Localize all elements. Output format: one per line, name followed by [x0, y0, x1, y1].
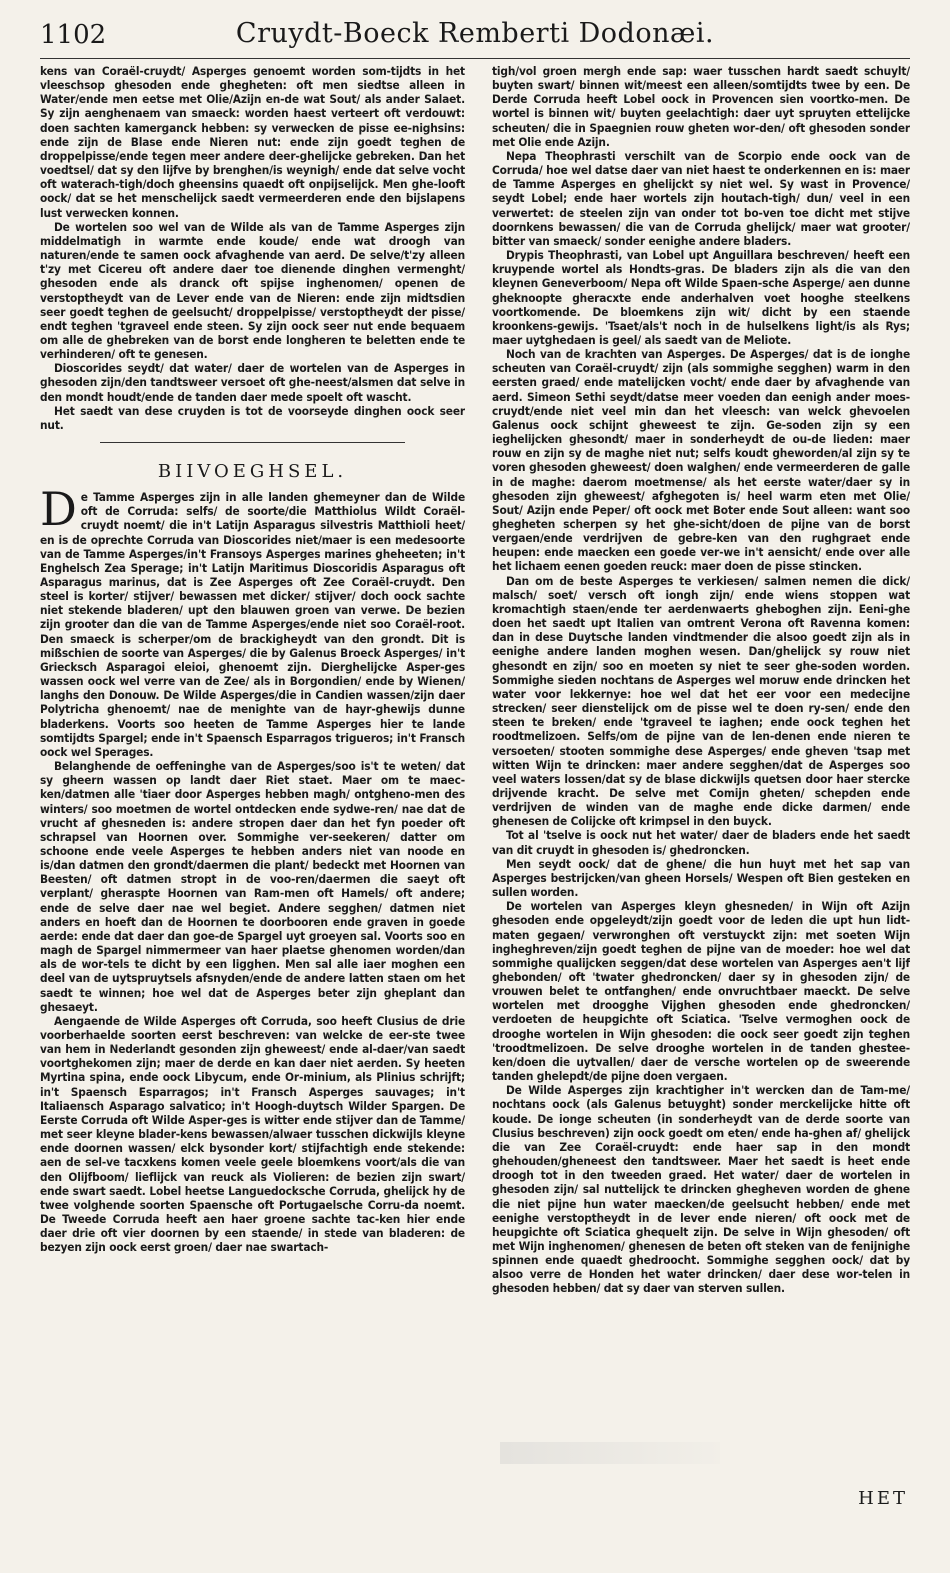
- left-column: [40, 64, 465, 1524]
- paragraph: Het saedt van dese cruyden is tot de voorseyde dinghen oock seer nut.: [40, 403, 465, 432]
- paragraph: De Wilde Asperges zijn krachtigher in't wercken dan de Tam-me/ nochtans oock (als Galenus betuyght) sonder merckelijcke hitte oft koude. De ionge scheuten (in sonderheydt van de derde soorte van Clusius beschreven) zijn oock goedt om eten/ ende ha-ghen af/ ghelijck die van Zee Coraël-cruydt: ende haer sap in den mondt ghehouden/gheneest den tandtsweer. Maer het saedt is heet ende droogh tot in den tweeden graed. Het water/ daer de wortelen in ghesoden zijn/ sal nuttelijck te drincken ghegheven worden de ghene die niet pijne hun water maecken/de geelsucht hebben/ ende met eenighe verstoptheydt in de lever ende nieren/ oft oock met de heupgichte oft Sciatica ghequelt zijn. De selve in Wijn ghesoden/ oft met Wijn inghenomen/ ghenesen de beten oft steken van de fenijnighe spinnen ende quaedt ghedroocht. Sommighe segghen oock/ dat by alsoo verre de Honden het water drincken/ daer dese wor-telen in ghesoden hebben/ dat sy daer van sterven sullen.: [492, 1083, 910, 1296]
- paragraph: Aengaende de Wilde Asperges oft Corruda, soo heeft Clusius de drie voorberhaelde soorten eerst beschreven: van welcke de eer-ste twee van hem in Nederlandt gesonden zijn gheweest/ ende al-daer/van saedt voortghekomen zijn; maer de derde en kan daer niet aerden. Sy heeten Myrtina spina, ende oock Libycum, ende Or-minium, als Plinius schrijft; in't Spaensch Esparragos; in't Fransch Asperges sauvages; in't Italiaensch Asparago salvatico; in't Hoogh-duytsch Wilder Spargen. De Eerste Corruda oft Wilde Asper-ges is witter ende stijver dan de Tamme/ met seer kleyne blader-kens bewassen/alwaer tusschen dickwijls kleyne ende doornen wassen/ elck bysonder kort/ stijfachtigh ende stekende: aen de sel-ve tacxkens komen veele geele bloemkens voort/als die van den Olijfboom/ lieflijck van reuck als Violieren: de bezien zijn swart/ ende swart saedt. Lobel heetse Languedocksche Corruda, ghelijck hy de twee volghende soorten Spaensche oft Portugaelsche Corru-da noemt. De Tweede Corruda heeft aen haer groene sachte tac-ken hier ende daer drie oft vier doornen by een staende/ in stede van bladeren: de bezyen zijn oock eerst groen/ daer nae swartach-: [40, 1013, 465, 1255]
- paragraph: Men seydt oock/ dat de ghene/ die hun huyt met het sap van Asperges bestrijcken/van gheen Horsels/ Wespen oft Bien gesteken en sullen worden.: [492, 856, 910, 900]
- paragraph: tigh/vol groen mergh ende sap: waer tusschen hardt saedt schuylt/ buyten swart/ binnen wit/meest een alleen/somtijdts twee by een. De Derde Corruda heeft Lobel oock in Provencen sien voortko-men. De wortel is binnen wit/ buyten geelachtigh: daer uyt spruyten ettelijcke scheuten/ die in Spaegnien rouw gheten wor-den/ oft ghesoden sonder met Olie ende Azijn.: [492, 64, 910, 149]
- paragraph: Dan om de beste Asperges te verkiesen/ salmen nemen die dick/ malsch/ soet/ versch oft iongh zijn/ ende wiens stoppen wat kromachtigh staen/ende ter aerdenwaerts gheboghen zijn. Eeni-ghe doen het saedt upt Italien van omtrent Verona oft Ravenna komen: dan in dese Duytsche landen vindtmender die alsoo goedt zijn als in eenighe andere landen moghen wesen. Dan/ghelijck sy rouw niet ghesondt en zijn/ soo en moeten sy niet te seer ghe-soden worden. Sommighe sieden nochtans de Asperges wel moruw ende drincken het water voor lekkernye: hoe wel dat het eer voor een medecijne strecken/ seer dienstelijck om de pisse wel te doen ry-sen/ ende den steen te breken/ ende 'tgraveel te iaghen; ende oock teghen het roodtmelizoen. Selfs/om de pijne van de len-denen ende nieren te versoeten/ stooten sommighe dese Asperges/ ende gheven 'tsap met witten Wijn te drincken: maer andere segghen/dat de Asperges soo veel waters lossen/dat sy de blase dickwijls quetsen door haer stercke drijvende kracht. De selve met Comijn gheten/ schepden ende verdrijven de winden van de maghe ende dicke darmen/ ende ghenesen de Colijcke oft krimpsel in den buyck.: [492, 573, 910, 829]
- paragraph: De Tamme Asperges zijn in alle landen ghemeyner dan de Wilde oft de Corruda: selfs/ de soorte/die Matthiolus Wildt Coraël-cruydt noemt/ die in't Latijn Asparagus silvestris Matthioli heet/ en is de oprechte Corruda van Dioscorides niet/maer is een medesoorte van de Tamme Asperges/in't Fransoys Asperges marines gheheeten; in't Enghelsch Zea Sperage; in't Latijn Maritimus Dioscoridis Asparagus oft Asparagus marinus, dat is Zee Asperges oft Zee Coraël-cruydt. Den steel is korter/ stijver/ bewassen met dicker/ stijver/ doch oock sachte niet stekende bladeren/ upt den blauwen groen van verwe. De bezien zijn grooter dan die van de Tamme Asperges/ende niet soo Coraël-root. Den smaeck is scherper/om de brackigheydt van den grondt. Dit is mißschien de soorte van Asperges/ die by Galenus Broeck Asperges/ in't Griecksch Asparagoi eleioi, ghenoemt zijn. Dierghelijcke Asper-ges wassen oock wel verre van de Zee/ als in Borgondien/ ende by Wienen/ langhs den Donouw. De Wilde Asperges/die in Candien wassen/zijn daer Polytricha ghenoemt/ nae de menighte van de hayr-ghewijs dunne bladerkens. Voorts soo heeten de Tamme Asperges hier te lande somtijdts Spargel; ende in't Spaensch Esparragos trigueros; in't Fransch oock wel Sperages.: [40, 482, 465, 759]
- paragraph: Drypis Theophrasti, van Lobel upt Anguillara beschreven/ heeft een kruypende wortel als Hondts-gras. De bladers zijn als die van den kleynen Geneverboom/ Nepa oft Wilde Spaen-sche Asperge/ aen dunne gheknoopte gheracxte ende anderhalven voet hooghe steelkens voortkomende. De bloemkens zijn wit/ dicht by een staende kroonkens-gewijs. 'Tsaet/als't noch in de hulselkens light/is als Rys; maer uytghedaen is geel/ als saedt van de Meliote.: [492, 248, 910, 347]
- right-column: [492, 64, 910, 1504]
- faded-ink-area: [500, 1442, 720, 1464]
- header-rule: [40, 58, 910, 59]
- paragraph: Dioscorides seydt/ dat water/ daer de wortelen van de Asperges in ghesoden zijn/den tandtsweer versoet oft ghe-neest/alsmen dat selve in den mondt houdt/ende de tanden daer mede spoelt oft wascht.: [40, 361, 465, 404]
- page-number: 1102: [40, 20, 107, 50]
- section-rule: [100, 442, 405, 443]
- catchword: HET: [858, 1488, 908, 1509]
- section-title: BIIVOEGHSEL.: [157, 461, 348, 483]
- paragraph: kens van Coraël-cruydt/ Asperges genoemt worden som-tijdts in het vleeschsop ghesoden ende ghegheten: oft men siedtse alleen in Water/ende men eetse met Olie/Azijn en-de wat Sout/ als ander Salaet. Sy zijn aenghenaem van smaeck: worden haest verteert oft verdouwt: doen sachten kamerganck hebben: sy verwecken de pisse ee-nighsins: ende zijn de Blase ende Nieren nut: ende zijn goedt teghen de droppelpisse/ende tegen meer andere deer-ghelijcke gebreken. Dan het voedtsel/ dat sy den lijfve by brenghen/is weynigh/ ende dat selve vocht oft waterach-tigh/doch gheensins quaedt oft onpijselijck. Men ghe-looft oock/ dat se het menschelijck saedt vermeerderen ende den bijslapens lust verwecken konnen.: [40, 64, 465, 220]
- paragraph: Noch van de krachten van Asperges. De Asperges/ dat is de ionghe scheuten van Coraël-cruydt/ zijn (als sommighe segghen) warm in den eersten graed/ ende matelijcken vocht/ ende daer by afvaghende van aerd. Simeon Sethi seydt/datse meer voeden dan eenigh ander moes-cruydt/ende niet veel min dan het vleesch: van welck ghevoelen Galenus oock schijnt gheweest te zijn. Ge-soden zijn sy een ieghelijcken ghesondt/ maer in sonderheydt de ou-de lieden: maer rouw en zijn sy de maghe niet nut; selfs koudt gheworden/al zijn sy te voren ghesoden gheweest/ doen walghen/ ende vermeerderen de galle in de maghe: daerom moetmense/ als het eerste water/daer sy in ghesoden zijn gheweest/ afghegoten is/ heel warm eten met Olie/ Sout/ Azijn ende Peper/ oft oock met Boter ende Sout alleen: want soo ghegheten scherpen sy het ghe-sicht/doen de pijne van de borst vergaen/ende verdrijven de gebre-ken van den rughgraet ende heupen: ende maecken een goede ver-we in't aensicht/ ende over alle het lichaem eenen goeden reuck: maer doen de pisse stincken.: [492, 347, 910, 574]
- paragraph: Tot al 'tselve is oock nut het water/ daer de bladers ende het saedt van dit cruydt in ghesoden is/ ghedroncken.: [492, 828, 910, 857]
- paragraph: Nepa Theophrasti verschilt van de Scorpio ende oock van de Corruda/ hoe wel datse daer van niet haest te onderkennen en is: maer de Tamme Asperges en ghelijckt sy niet wel. Sy wast in Provence/ seydt Lobel; ende haer wortels zijn houtach-tigh/ dun/ veel in een verwertet: de steelen zijn van onder tot bo-ven toe dicht met stijve doornkens bewassen/ die van de Corruda ghelijck/ maer wat grooter/ bitter van smaeck/ sonder eenighe andere bladers.: [492, 148, 910, 248]
- running-head: Cruydt-Boeck Remberti Dodonæi.: [235, 18, 715, 49]
- paragraph: Belanghende de oeffeninghe van de Asperges/soo is't te weten/ dat sy gheern wassen op landt daer Riet staet. Maer om te maec-ken/datmen alle 'tiaer door Asperges hebben magh/ ontgheno-men des winters/ soo moetmen de wortel ontdecken ende sydwe-ren/ nae dat de vrucht af ghesneden is: andere stropen daer dan het fyn poeder oft schrapsel van Hoornen over. Sommighe ver-seekeren/ datter om schoone ende veele Asperges te hebben anders niet van noode en is/dan datmen den grondt/daermen die plant/ bedeckt met Hoornen van Beesten/ oft datmen stropt in de voo-ren/daermen die saeyt oft verplant/ gheraspte Hoornen van Ram-men oft Hamels/ oft andere; ende de selve daer nae wel begiet. Andere segghen/ datmen niet anders en hoeft dan de Hoornen te doorbooren ende graven in goede aerde: ende dat daer dan goe-de Spargel uyt groeyen sal. Voorts soo en magh de Spargel nimmermeer van haer plaetse ghenomen worden/dan als de wor-tels te dicht by een ligghen. Men sal alle iaer moghen een deel van de uytspruytsels afsnyden/ende de andere latten staen om het saedt te winnen; hoe wel dat de Asperges beter zijn gheplant dan ghesaeyt.: [40, 759, 465, 1014]
- page-header: [40, 18, 910, 58]
- paragraph: De wortelen van Asperges kleyn ghesneden/ in Wijn oft Azijn ghesoden ende opgeleydt/zijn goedt voor de leden die upt hun lidt-maten gegaen/ verwronghen oft verstuyckt zijn: met soeten Wijn ingheghreven/zijn goedt teghen de pijne van de moeder: hoe wel dat sommighe qualijcken seggen/dat dese wortelen van Asperges aen't lijf ghebonden/ oft 'twater ghedroncken/ daer sy in ghesoden zijn/ de vrouwen belet te ontfanghen/ ende onvruchtbaer maeckt. De selve wortelen met droogghe Vijghen ghesoden ende ghedroncken/ verdoeten de heupgichte oft Sciatica. 'Tselve vermoghen oock de drooghe wortelen in Wijn ghesoden: die oock seer goedt zijn teghen 'troodtmelizoen. De selve drooghe wortelen in de tanden ghestee-ken/doen die uytvallen/ daer de versche wortelen op de sweerende tanden ghelepdt/de pijne doen vergaen.: [492, 899, 910, 1084]
- paragraph: De wortelen soo wel van de Wilde als van de Tamme Asperges zijn middelmatigh in warmte ende koude/ ende wat droogh van naturen/ende te samen oock afvaghende van aerd. De selve/t'zy alleen t'zy met Cicereu oft andere daer toe dienende dinghen vermenght/ ghesoden ende als dranck oft spijse inghenomen/ openen de verstoptheydt van de Lever ende van de Nieren: ende zijn midtsdien seer goedt teghen de geelsucht/ droppelpisse/ verstoptheydt der pisse/ endt teghen 'tgraveel ende steen. Sy zijn oock seer nut ende bequaem om alle de ghebreken van de borst ende longheren te beletten ende te verhinderen/ oft te genesen.: [40, 219, 465, 362]
